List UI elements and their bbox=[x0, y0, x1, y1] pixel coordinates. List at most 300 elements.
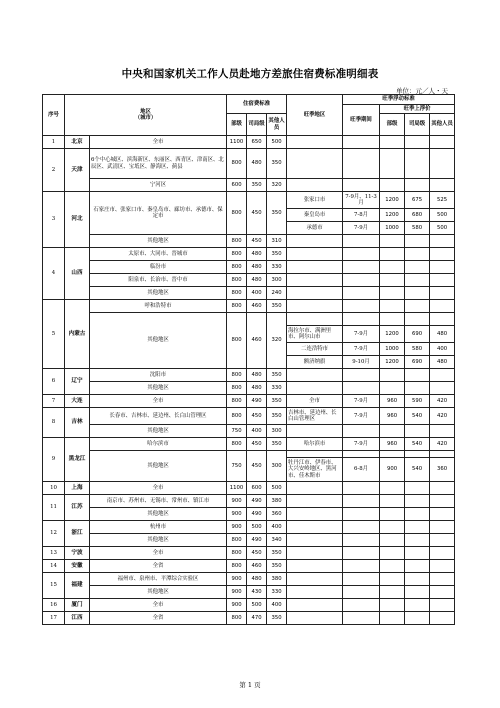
empty-cell bbox=[430, 149, 455, 179]
empty-cell bbox=[430, 248, 455, 261]
row-number: 12 bbox=[43, 521, 65, 547]
empty-cell bbox=[343, 248, 380, 261]
page-title: 中央和国家机关工作人员赴地方差旅住宿费标准明细表 bbox=[121, 68, 379, 80]
rate-cell: 420 bbox=[430, 395, 455, 408]
province-cell: 天津 bbox=[65, 149, 90, 192]
table-row bbox=[43, 382, 455, 395]
empty-cell bbox=[343, 369, 380, 382]
rate-cell: 480 bbox=[247, 382, 267, 395]
empty-cell bbox=[343, 560, 380, 573]
empty-cell bbox=[287, 179, 343, 192]
rate-cell: 800 bbox=[227, 313, 247, 369]
empty-cell bbox=[380, 274, 405, 287]
empty-cell bbox=[343, 451, 380, 458]
table-row bbox=[43, 521, 455, 534]
table-row bbox=[43, 192, 455, 209]
rate-cell: 330 bbox=[267, 382, 287, 395]
table-row bbox=[43, 235, 455, 248]
rate-cell: 340 bbox=[267, 534, 287, 547]
row-number: 17 bbox=[43, 612, 65, 625]
region-cell: 7-9月、11-3月 bbox=[343, 192, 380, 209]
region-cell: 海拉尔市、满洲里市、阿尔山市 bbox=[287, 326, 343, 343]
region-cell: 6个中心城区、滨海新区、东丽区、西青区、津南区、北辰区、武清区、宝坻区、静海区、蓟县 bbox=[90, 149, 227, 179]
rate-cell: 300 bbox=[267, 451, 287, 482]
rate-cell: 480 bbox=[247, 573, 267, 586]
rate-cell: 450 bbox=[247, 547, 267, 560]
empty-cell bbox=[430, 586, 455, 599]
empty-cell bbox=[287, 560, 343, 573]
empty-cell bbox=[380, 612, 405, 625]
header-other: 其他人员 bbox=[267, 114, 287, 136]
region-cell: 额济纳旗 bbox=[287, 356, 343, 369]
empty-cell bbox=[430, 547, 455, 560]
rate-cell: 320 bbox=[267, 313, 287, 369]
empty-cell bbox=[405, 534, 430, 547]
rate-cell: 600 bbox=[247, 482, 267, 495]
rate-cell: 500 bbox=[267, 482, 287, 495]
table-row bbox=[43, 495, 455, 508]
table-row bbox=[43, 534, 455, 547]
empty-cell bbox=[380, 313, 405, 326]
empty-cell bbox=[405, 274, 430, 287]
empty-cell bbox=[405, 287, 430, 300]
table-row bbox=[43, 586, 455, 599]
rate-cell: 960 bbox=[380, 408, 405, 425]
region-cell: 宁河区 bbox=[90, 179, 227, 192]
rate-cell: 350 bbox=[267, 408, 287, 425]
province-cell: 安徽 bbox=[65, 560, 90, 573]
rate-cell: 800 bbox=[227, 382, 247, 395]
empty-cell bbox=[343, 425, 380, 438]
province-cell: 山西 bbox=[65, 248, 90, 300]
empty-cell bbox=[405, 425, 430, 438]
region-cell: 临汾市 bbox=[90, 261, 227, 274]
region-cell: 7-8月 bbox=[343, 209, 380, 222]
empty-cell bbox=[380, 599, 405, 612]
rate-cell: 480 bbox=[247, 149, 267, 179]
rate-cell: 1200 bbox=[380, 209, 405, 222]
empty-cell bbox=[380, 261, 405, 274]
region-cell: 承德市 bbox=[287, 222, 343, 235]
rate-cell: 525 bbox=[430, 192, 455, 209]
rate-cell: 380 bbox=[267, 495, 287, 508]
empty-cell bbox=[430, 599, 455, 612]
row-number: 5 bbox=[43, 300, 65, 369]
rate-cell: 420 bbox=[430, 438, 455, 451]
empty-cell bbox=[430, 534, 455, 547]
empty-cell bbox=[405, 179, 430, 192]
region-cell: 呼和浩特市 bbox=[90, 300, 227, 313]
empty-cell bbox=[405, 599, 430, 612]
rate-cell: 1100 bbox=[227, 136, 247, 149]
region-cell: 福州市、泉州市、平潭综合实验区 bbox=[90, 573, 227, 586]
rate-cell: 400 bbox=[267, 599, 287, 612]
empty-cell bbox=[405, 136, 430, 149]
region-cell: 哈尔滨市 bbox=[287, 438, 343, 451]
region-cell: 其他地区 bbox=[90, 382, 227, 395]
empty-cell bbox=[343, 382, 380, 395]
empty-cell bbox=[287, 599, 343, 612]
row-number: 16 bbox=[43, 599, 65, 612]
empty-cell bbox=[287, 287, 343, 300]
empty-cell bbox=[405, 451, 430, 458]
empty-cell bbox=[287, 300, 343, 313]
region-cell: 全市 bbox=[90, 395, 227, 408]
rate-cell: 800 bbox=[227, 560, 247, 573]
empty-cell bbox=[343, 508, 380, 521]
region-cell: 7-9月 bbox=[343, 343, 380, 356]
rate-cell: 800 bbox=[227, 612, 247, 625]
region-cell: 牡丹江市、伊春市、大兴安岭地区、黑河市、佳木斯市 bbox=[287, 458, 343, 482]
row-number: 3 bbox=[43, 192, 65, 248]
province-cell: 内蒙古 bbox=[65, 300, 90, 369]
region-cell: 杭州市 bbox=[90, 521, 227, 534]
province-cell: 黑龙江 bbox=[65, 438, 90, 482]
region-cell: 石家庄市、张家口市、秦皇岛市、廊坊市、承德市、保定市 bbox=[90, 192, 227, 235]
empty-cell bbox=[430, 313, 455, 326]
rate-cell: 800 bbox=[227, 408, 247, 425]
row-number: 6 bbox=[43, 369, 65, 395]
table-row bbox=[43, 425, 455, 438]
empty-cell bbox=[343, 274, 380, 287]
region-cell: 7-9月 bbox=[343, 438, 380, 451]
table-row bbox=[43, 599, 455, 612]
table-row bbox=[43, 508, 455, 521]
rate-cell: 900 bbox=[227, 508, 247, 521]
region-cell: 全市 bbox=[90, 482, 227, 495]
table-body bbox=[43, 136, 455, 625]
empty-cell bbox=[287, 586, 343, 599]
empty-cell bbox=[405, 382, 430, 395]
rate-cell: 1200 bbox=[380, 192, 405, 209]
rate-cell: 350 bbox=[267, 547, 287, 560]
header-minister: 部级 bbox=[227, 114, 247, 136]
rate-cell: 480 bbox=[430, 326, 455, 343]
empty-cell bbox=[343, 300, 380, 313]
rate-cell: 900 bbox=[227, 586, 247, 599]
province-cell: 江西 bbox=[65, 612, 90, 625]
empty-cell bbox=[343, 547, 380, 560]
empty-cell bbox=[380, 482, 405, 495]
row-number: 7 bbox=[43, 395, 65, 408]
empty-cell bbox=[430, 300, 455, 313]
rate-cell: 800 bbox=[227, 287, 247, 300]
empty-cell bbox=[380, 300, 405, 313]
empty-cell bbox=[380, 382, 405, 395]
row-number: 2 bbox=[43, 149, 65, 192]
row-number: 14 bbox=[43, 560, 65, 573]
rate-cell: 500 bbox=[247, 521, 267, 534]
header-bureau: 司局级 bbox=[247, 114, 267, 136]
table-row bbox=[43, 149, 455, 179]
province-cell: 大连 bbox=[65, 395, 90, 408]
empty-cell bbox=[405, 573, 430, 586]
rate-cell: 480 bbox=[247, 261, 267, 274]
region-cell: 其他地区 bbox=[90, 313, 227, 369]
rate-cell: 800 bbox=[227, 261, 247, 274]
empty-cell bbox=[287, 547, 343, 560]
empty-cell bbox=[287, 521, 343, 534]
empty-cell bbox=[343, 287, 380, 300]
rate-cell: 360 bbox=[267, 508, 287, 521]
header-peak-float: 旺季浮动标准 bbox=[343, 95, 455, 105]
unit-label: 单位：元／人・天 bbox=[396, 87, 448, 95]
empty-cell bbox=[430, 179, 455, 192]
rate-cell: 490 bbox=[247, 508, 267, 521]
rate-cell: 800 bbox=[227, 235, 247, 248]
region-cell: 全市 bbox=[90, 547, 227, 560]
rate-cell: 540 bbox=[405, 458, 430, 482]
rate-cell: 1200 bbox=[380, 326, 405, 343]
header-seq: 序号 bbox=[43, 95, 65, 136]
region-cell: 秦皇岛市 bbox=[287, 209, 343, 222]
rate-cell: 590 bbox=[405, 395, 430, 408]
row-number: 13 bbox=[43, 547, 65, 560]
table-row bbox=[43, 451, 455, 458]
region-cell: 其他地区 bbox=[90, 508, 227, 521]
table-row bbox=[43, 248, 455, 261]
table-row bbox=[43, 274, 455, 287]
rate-cell: 350 bbox=[267, 192, 287, 235]
table-row bbox=[43, 438, 455, 451]
rate-cell: 350 bbox=[267, 300, 287, 313]
rate-cell: 320 bbox=[267, 179, 287, 192]
table-row bbox=[43, 136, 455, 149]
empty-cell bbox=[380, 451, 405, 458]
table-row bbox=[43, 313, 455, 326]
empty-cell bbox=[380, 235, 405, 248]
empty-cell bbox=[287, 261, 343, 274]
region-cell: 哈尔滨市 bbox=[90, 438, 227, 451]
header-peak-other: 其他人员 bbox=[430, 114, 455, 136]
empty-cell bbox=[430, 508, 455, 521]
empty-cell bbox=[405, 482, 430, 495]
empty-cell bbox=[405, 300, 430, 313]
region-cell: 其他地区 bbox=[90, 586, 227, 599]
header-peak-ceiling: 旺季上浮价 bbox=[380, 105, 455, 114]
empty-cell bbox=[380, 425, 405, 438]
rate-cell: 500 bbox=[430, 222, 455, 235]
empty-cell bbox=[405, 235, 430, 248]
rate-cell: 900 bbox=[227, 599, 247, 612]
rate-cell: 500 bbox=[430, 209, 455, 222]
rate-cell: 450 bbox=[247, 192, 267, 235]
region-cell: 全市 bbox=[90, 136, 227, 149]
empty-cell bbox=[405, 612, 430, 625]
rate-cell: 800 bbox=[227, 149, 247, 179]
table-row bbox=[43, 560, 455, 573]
province-cell: 上海 bbox=[65, 482, 90, 495]
empty-cell bbox=[287, 612, 343, 625]
empty-cell bbox=[287, 313, 343, 326]
table-row bbox=[43, 395, 455, 408]
region-cell: 吉林市、延边州、长白山管理区 bbox=[287, 408, 343, 425]
table-row bbox=[43, 300, 455, 313]
empty-cell bbox=[380, 495, 405, 508]
header-peak-minister: 部级 bbox=[380, 114, 405, 136]
empty-cell bbox=[343, 179, 380, 192]
empty-cell bbox=[430, 482, 455, 495]
header-region bbox=[65, 95, 227, 136]
empty-cell bbox=[343, 573, 380, 586]
empty-cell bbox=[287, 274, 343, 287]
row-number: 15 bbox=[43, 573, 65, 599]
rate-cell: 360 bbox=[430, 458, 455, 482]
empty-cell bbox=[430, 560, 455, 573]
empty-cell bbox=[380, 149, 405, 179]
rate-cell: 800 bbox=[227, 300, 247, 313]
lodging-standards-table bbox=[42, 94, 455, 625]
empty-cell bbox=[287, 382, 343, 395]
header-peak-region: 旺季地区 bbox=[287, 95, 343, 136]
empty-cell bbox=[430, 274, 455, 287]
rate-cell: 900 bbox=[380, 458, 405, 482]
province-cell: 厦门 bbox=[65, 599, 90, 612]
empty-cell bbox=[430, 235, 455, 248]
empty-cell bbox=[380, 248, 405, 261]
province-cell: 江苏 bbox=[65, 495, 90, 521]
empty-cell bbox=[405, 149, 430, 179]
region-cell: 9-10月 bbox=[343, 356, 380, 369]
rate-cell: 750 bbox=[227, 451, 247, 482]
rate-cell: 800 bbox=[227, 438, 247, 451]
rate-cell: 350 bbox=[267, 248, 287, 261]
rate-cell: 350 bbox=[267, 560, 287, 573]
rate-cell: 480 bbox=[430, 356, 455, 369]
row-number: 10 bbox=[43, 482, 65, 495]
empty-cell bbox=[343, 482, 380, 495]
table-row bbox=[43, 179, 455, 192]
row-number: 1 bbox=[43, 136, 65, 149]
table-row bbox=[43, 287, 455, 300]
empty-cell bbox=[343, 495, 380, 508]
rate-cell: 490 bbox=[247, 395, 267, 408]
empty-cell bbox=[343, 599, 380, 612]
province-cell: 北京 bbox=[65, 136, 90, 149]
rate-cell: 450 bbox=[247, 438, 267, 451]
empty-cell bbox=[380, 521, 405, 534]
rate-cell: 460 bbox=[247, 560, 267, 573]
region-cell: 7-9月 bbox=[343, 408, 380, 425]
empty-cell bbox=[405, 261, 430, 274]
header-region-sub: （城市） bbox=[134, 115, 157, 121]
region-cell: 全市 bbox=[287, 395, 343, 408]
rate-cell: 350 bbox=[267, 395, 287, 408]
empty-cell bbox=[380, 179, 405, 192]
rate-cell: 480 bbox=[247, 369, 267, 382]
rate-cell: 690 bbox=[405, 326, 430, 343]
rate-cell: 750 bbox=[227, 425, 247, 438]
region-cell: 7-9月 bbox=[343, 326, 380, 343]
empty-cell bbox=[287, 149, 343, 179]
rate-cell: 400 bbox=[247, 425, 267, 438]
rate-cell: 350 bbox=[267, 438, 287, 451]
table-row bbox=[43, 482, 455, 495]
rate-cell: 240 bbox=[267, 287, 287, 300]
row-number: 9 bbox=[43, 438, 65, 482]
empty-cell bbox=[405, 508, 430, 521]
empty-cell bbox=[287, 534, 343, 547]
region-cell: 7-9月 bbox=[343, 395, 380, 408]
empty-cell bbox=[343, 149, 380, 179]
empty-cell bbox=[343, 313, 380, 326]
region-cell: 二连浩特市 bbox=[287, 343, 343, 356]
region-cell: 阳泉市、长治市、晋中市 bbox=[90, 274, 227, 287]
empty-cell bbox=[430, 369, 455, 382]
region-cell: 南京市、苏州市、无锡市、常州市、镇江市 bbox=[90, 495, 227, 508]
region-cell: 张家口市 bbox=[287, 192, 343, 209]
province-cell: 吉林 bbox=[65, 408, 90, 438]
page-number: 第 1 页 bbox=[239, 681, 261, 689]
rate-cell: 800 bbox=[227, 547, 247, 560]
empty-cell bbox=[287, 495, 343, 508]
province-cell: 宁波 bbox=[65, 547, 90, 560]
rate-cell: 690 bbox=[405, 356, 430, 369]
table-row bbox=[43, 612, 455, 625]
empty-cell bbox=[405, 521, 430, 534]
rate-cell: 540 bbox=[405, 408, 430, 425]
rate-cell: 460 bbox=[247, 300, 267, 313]
header-peak-bureau: 司局级 bbox=[405, 114, 430, 136]
rate-cell: 400 bbox=[430, 343, 455, 356]
province-cell: 福建 bbox=[65, 573, 90, 599]
rate-cell: 310 bbox=[267, 235, 287, 248]
empty-cell bbox=[380, 534, 405, 547]
empty-cell bbox=[430, 495, 455, 508]
region-cell: 其他地区 bbox=[90, 534, 227, 547]
table-row bbox=[43, 547, 455, 560]
table-row bbox=[43, 408, 455, 425]
row-number: 4 bbox=[43, 248, 65, 300]
region-cell: 全省 bbox=[90, 612, 227, 625]
empty-cell bbox=[380, 573, 405, 586]
region-cell: 太原市、大同市、晋城市 bbox=[90, 248, 227, 261]
rate-cell: 800 bbox=[227, 534, 247, 547]
empty-cell bbox=[343, 235, 380, 248]
empty-cell bbox=[430, 573, 455, 586]
table-row bbox=[43, 369, 455, 382]
rate-cell: 400 bbox=[247, 287, 267, 300]
rate-cell: 330 bbox=[267, 261, 287, 274]
empty-cell bbox=[405, 560, 430, 573]
rate-cell: 1000 bbox=[380, 222, 405, 235]
rate-cell: 300 bbox=[267, 425, 287, 438]
empty-cell bbox=[343, 534, 380, 547]
header-lodging: 住宿费标准 bbox=[227, 95, 287, 114]
province-cell: 辽宁 bbox=[65, 369, 90, 395]
region-cell: 全省 bbox=[90, 560, 227, 573]
empty-cell bbox=[405, 248, 430, 261]
region-cell: 6-8月 bbox=[343, 458, 380, 482]
header-row bbox=[43, 95, 455, 105]
empty-cell bbox=[343, 521, 380, 534]
rate-cell: 800 bbox=[227, 395, 247, 408]
region-cell: 7-9月 bbox=[343, 222, 380, 235]
region-cell: 其他地区 bbox=[90, 451, 227, 482]
table-row bbox=[43, 573, 455, 586]
empty-cell bbox=[430, 425, 455, 438]
rate-cell: 580 bbox=[405, 343, 430, 356]
rate-cell: 1000 bbox=[380, 343, 405, 356]
rate-cell: 450 bbox=[247, 451, 267, 482]
rate-cell: 500 bbox=[247, 599, 267, 612]
rate-cell: 680 bbox=[405, 209, 430, 222]
empty-cell bbox=[380, 369, 405, 382]
rate-cell: 900 bbox=[227, 495, 247, 508]
rate-cell: 470 bbox=[247, 612, 267, 625]
empty-cell bbox=[343, 261, 380, 274]
empty-cell bbox=[343, 586, 380, 599]
